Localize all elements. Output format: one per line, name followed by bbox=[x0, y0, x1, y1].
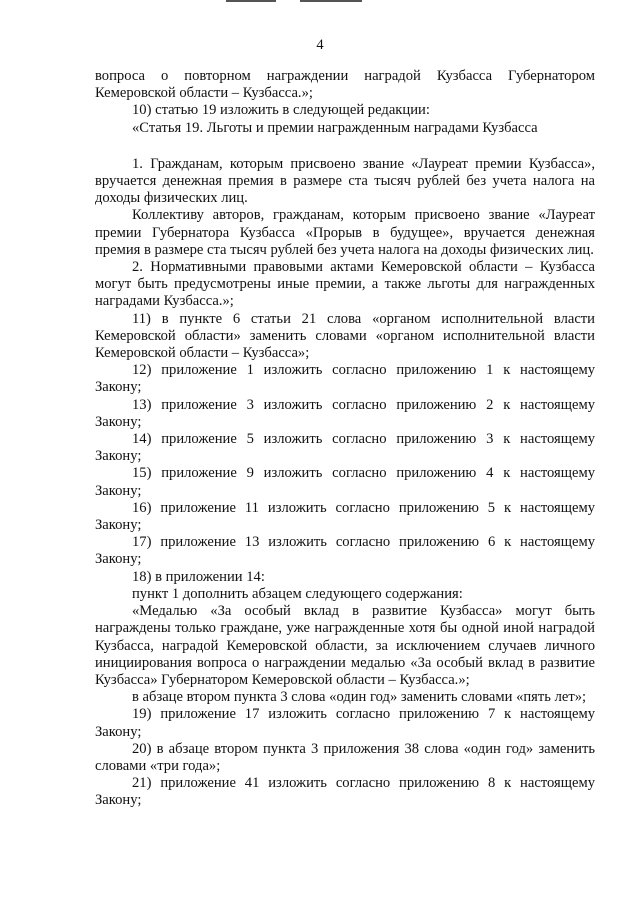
document-body bbox=[95, 68, 595, 810]
paragraph: 21) приложение 41 изложить согласно приложению 8 к настоящему Закону; bbox=[95, 775, 595, 809]
paragraph: 14) приложение 5 изложить согласно приложению 3 к настоящему Закону; bbox=[95, 431, 595, 465]
paragraph: «Медалью «За особый вклад в развитие Кузбасса» могут быть награждены только граждане, уже награжденные хотя бы одной иной наградой Кузбасса, наградой Кемеровской области, за исключением случаев личного инициирования вопроса о награждении медалью «За особый вклад в развитие Кузбасса» Губернатором Кемеровской области – Кузбасса.»; bbox=[95, 603, 595, 688]
top-rule-left bbox=[226, 0, 276, 2]
paragraph: Коллективу авторов, гражданам, которым присвоено звание «Лауреат премии Губернатора Кузбасса «Прорыв в будущее», вручается денежная премия в размере ста тысяч рублей без учета налога на доходы физических лиц. bbox=[95, 207, 595, 258]
paragraph: «Статья 19. Льготы и премии награжденным наградами Кузбасса bbox=[132, 119, 538, 136]
top-rule-right bbox=[300, 0, 362, 2]
paragraph: 10) статью 19 изложить в следующей редакции: bbox=[132, 102, 430, 119]
paragraph: 1. Гражданам, которым присвоено звание «Лауреат премии Кузбасса», вручается денежная премия в размере ста тысяч рублей без учета налога на доходы физических лиц. bbox=[95, 155, 595, 207]
paragraph: 15) приложение 9 изложить согласно приложению 4 к настоящему Закону; bbox=[95, 465, 595, 499]
paragraph: пункт 1 дополнить абзацем следующего содержания: bbox=[132, 585, 463, 602]
paragraph: 16) приложение 11 изложить согласно приложению 5 к настоящему Закону; bbox=[95, 499, 595, 534]
paragraph: 19) приложение 17 изложить согласно приложению 7 к настоящему Закону; bbox=[95, 706, 595, 740]
paragraph: 2. Нормативными правовыми актами Кемеровской области – Кузбасса могут быть предусмотрены иные премии, а также льготы для награжденных наградами Кузбасса.»; bbox=[95, 259, 595, 310]
paragraph: вопроса о повторном награждении наградой Кузбасса Губернатором Кемеровской области – Кузбасса.»; bbox=[95, 68, 595, 102]
paragraph: 13) приложение 3 изложить согласно приложению 2 к настоящему Закону; bbox=[95, 396, 595, 430]
paragraph: 20) в абзаце втором пункта 3 приложения 38 слова «один год» заменить словами «три года»; bbox=[95, 740, 595, 774]
paragraph: 11) в пункте 6 статьи 21 слова «органом исполнительной власти Кемеровской области» заменить словами «органом исполнительной власти Кемеровской области – Кузбасса»; bbox=[95, 310, 595, 362]
paragraph: 18) в приложении 14: bbox=[132, 568, 265, 585]
page-number: 4 bbox=[316, 37, 324, 53]
paragraph-gap bbox=[95, 137, 595, 156]
paragraph: в абзаце втором пункта 3 слова «один год» заменить словами «пять лет»; bbox=[132, 689, 587, 706]
paragraph: 12) приложение 1 изложить согласно приложению 1 к настоящему Закону; bbox=[95, 362, 595, 396]
paragraph: 17) приложение 13 изложить согласно приложению 6 к настоящему Закону; bbox=[95, 534, 595, 568]
